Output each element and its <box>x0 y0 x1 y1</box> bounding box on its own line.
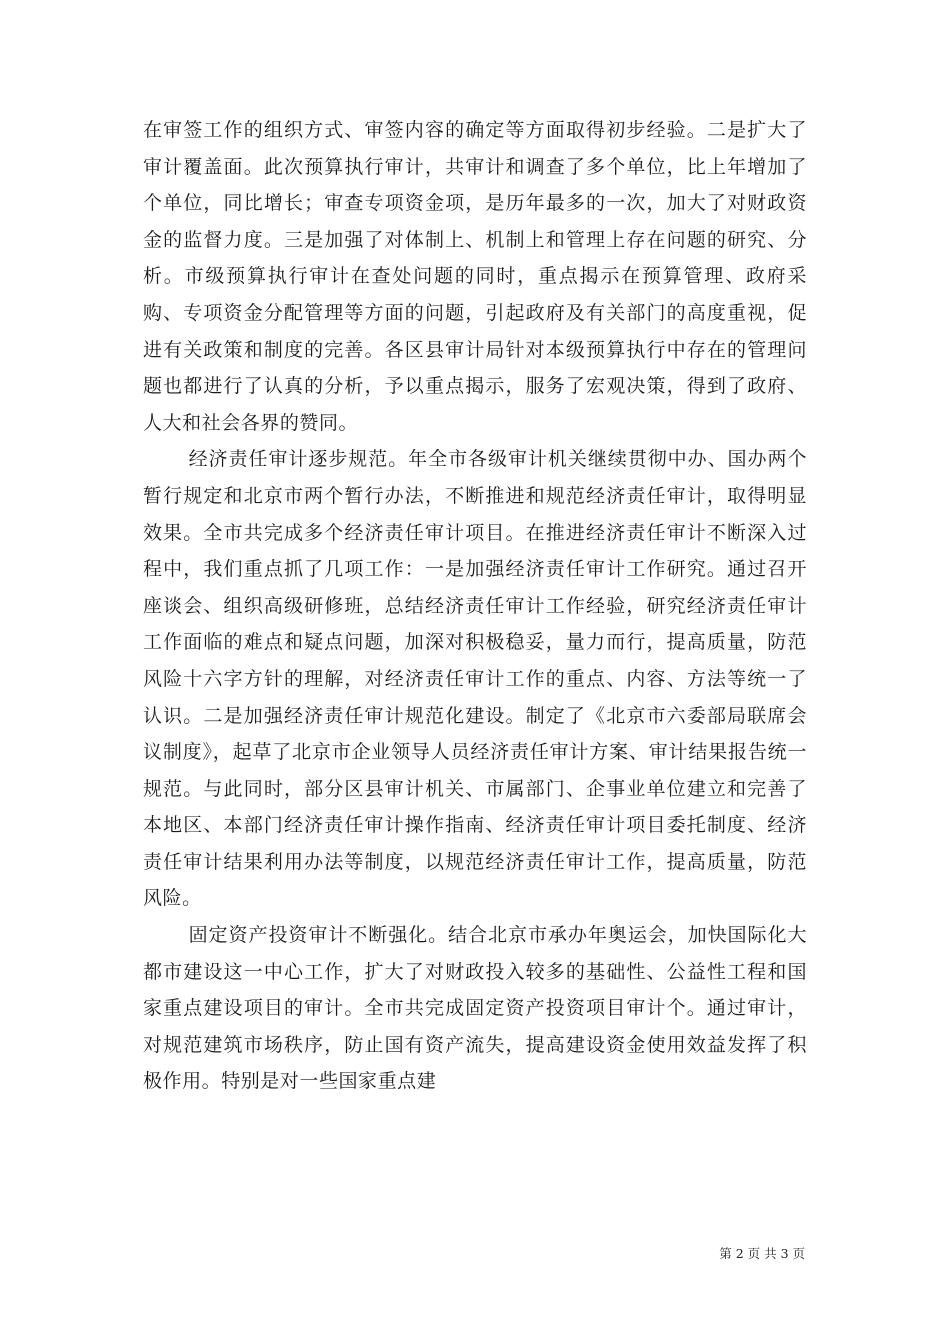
paragraph-fixed-asset-investment-audit: 固定资产投资审计不断强化。结合北京市承办年奥运会，加快国际化大都市建设这一中心工作，扩大了对财政投入较多的基础性、公益性工程和国家重点建设项目的审计。全市共完成固定资产投资项目审计个。通过审计，对规范建筑市场秩序，防止国有资产流失，提高建设资金使用效益发挥了积极作用。特别是对一些国家重点建 <box>143 924 807 1093</box>
paragraph-budget-audit: 在审签工作的组织方式、审签内容的确定等方面取得初步经验。二是扩大了审计覆盖面。此次预算执行审计，共审计和调查了多个单位，比上年增加了个单位，同比增长；审查专项资金项，是历年最多的一次，加大了对财政资金的监督力度。三是加强了对体制上、机制上和管理上存在问题的研究、分析。市级预算执行审计在查处问题的同时，重点揭示在预算管理、政府采购、专项资金分配管理等方面的问题，引起政府及有关部门的高度重视，促进有关政策和制度的完善。各区县审计局针对本级预算执行中存在的管理问题也都进行了认真的分析，予以重点揭示，服务了宏观决策，得到了政府、人大和社会各界的赞同。 <box>143 119 807 434</box>
page-number-footer: 第 2 页 共 3 页 <box>719 1246 805 1261</box>
paragraph-economic-responsibility-audit: 经济责任审计逐步规范。年全市各级审计机关继续贯彻中办、国办两个暂行规定和北京市两个暂行办法，不断推进和规范经济责任审计，取得明显效果。全市共完成多个经济责任审计项目。在推进经济责任审计不断深入过程中，我们重点抓了几项工作：一是加强经济责任审计工作研究。通过召开座谈会、组织高级研修班，总结经济责任审计工作经验，研究经济责任审计工作面临的难点和疑点问题，加深对积极稳妥，量力而行，提高质量，防范风险十六字方针的理解，对经济责任审计工作的重点、内容、方法等统一了认识。二是加强经济责任审计规范化建设。制定了《北京市六委部局联席会议制度》，起草了北京市企业领导人员经济责任审计方案、审计结果报告统一规范。与此同时，部分区县审计机关、市属部门、企事业单位建立和完善了本地区、本部门经济责任审计操作指南、经济责任审计项目委托制度、经济责任审计结果利用办法等制度，以规范经济责任审计工作，提高质量，防范风险。 <box>143 448 807 910</box>
document-body <box>143 112 807 1100</box>
